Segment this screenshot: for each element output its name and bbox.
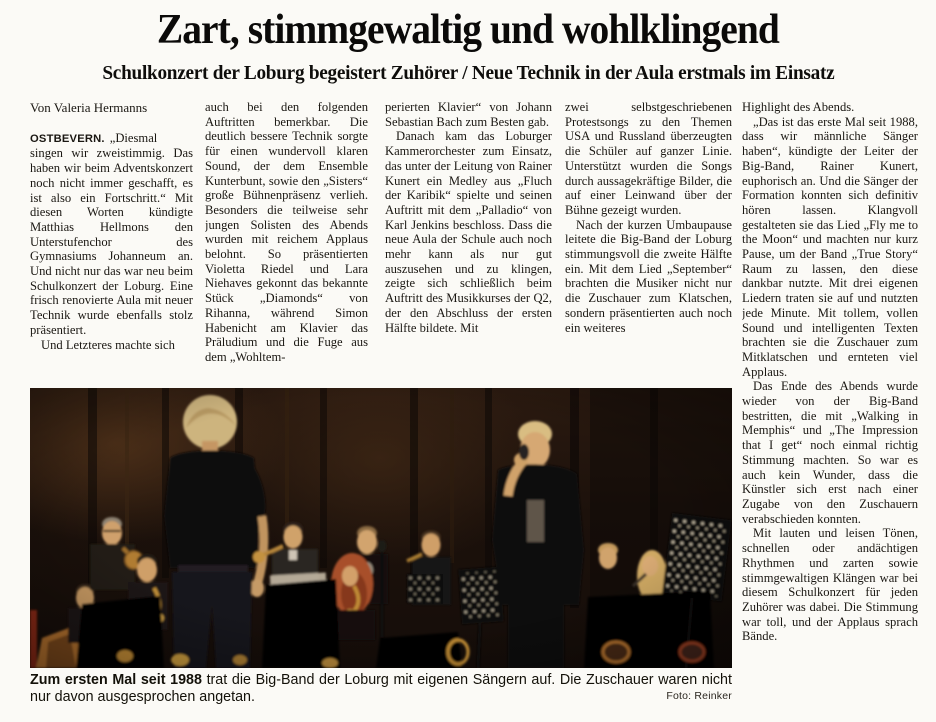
paragraph: Highlight des Abends. (742, 100, 855, 114)
article-column-3 (385, 100, 552, 392)
paragraph: „Das ist das erste Mal seit 1988, dass wir männliche Sänger haben“, kündigte der Leiter der Big-Band, Rainer Kunert, euphorisch an. Und die Sänger der Formation konnten sich definitiv hören lassen. Klangvoll gestalteten sie das Lied „Fly me to the Moon“ und machten nur kurz Pause, um der Band „True Story“ Raum zu lassen, den diese dankbar nutzte. Mit drei eigenen Liedern traten sie auf und nutzten jede Minute. Mit tollem, vollen Sound und intelligenten Texten brachten sie die Zuschauer zum Mitklatschen und ernteten viel Applaus. (742, 114, 918, 379)
byline: Von Valeria Hermanns (30, 100, 148, 115)
caption-lead: Zum ersten Mal seit 1988 (30, 672, 202, 688)
paragraph: auch bei den folgenden Auftritten bemerkbar. Die deutlich bessere Technik sorgte für einen wundervoll klaren Sound, der dem Ensemble Kunterbunt, sowie den „Sisters“ große Bühnenpräsenz verlieh. Besonders die teilweise sehr jungen Solisten des Abends wurden mit reichem Applaus belohnt. So präsentierten Violetta Riedel und Lara Niehaves gekonnt das bekannte Stück „Diamonds“ von Rihanna, während Simon Habenicht am Klavier das Präludium und die Fuge aus dem „Wohltem- (205, 100, 368, 364)
article-column-1 (30, 100, 193, 392)
headline-text: Zart, stimmgewaltig und wohlklingend (156, 7, 780, 53)
photo-caption (30, 672, 732, 708)
article-column-2 (205, 100, 368, 392)
concert-photo-illustration (30, 388, 732, 668)
paragraph: Danach kam das Loburger Kammerorchester zum Einsatz, das unter der Leitung von Rainer Kunert ein Medley aus „Fluch der Karibik“ spielte und seinen Auftritt mit dem „Palladio“ von Karl Jenkins beschloss. Dass die neue Aula der Schule auch noch mehr kann als nur gut auszusehen und zu klingen, zeigte sich schließlich beim Auftritt des Musikkurses der Q2, der den Abschluss der ersten Hälfte bildete. Mit (385, 129, 552, 335)
subheadline (0, 61, 936, 86)
subheadline-text: Schulkonzert der Loburg begeistert Zuhörer / Neue Technik in der Aula erstmals im Einsatz (102, 62, 834, 84)
article-column-4 (565, 100, 732, 392)
photo-credit: Foto: Reinker (666, 690, 732, 703)
paragraph: Und Letzteres machte sich (41, 337, 175, 352)
headline (0, 6, 936, 54)
paragraph: zwei selbstgeschriebenen Protestsongs zu den Themen USA und Russland überzeugten die Schüler auf ganzer Linie. Unterstützt wurden die Songs durch aussagekräftige Bilder, die auf einer Leinwand über der Bühne gezeigt wurden. (565, 100, 732, 217)
article-photo (30, 388, 732, 668)
dateline: OSTBEVERN. (30, 132, 105, 145)
caption-text: trat die Big-Band der Loburg mit eigenen Sängern auf. Die Zuschauer waren nicht nur davon ausgesprochen angetan. (30, 672, 732, 705)
paragraph: perierten Klavier“ von Johann Sebastian Bach zum Besten gab. (385, 100, 552, 129)
paragraph: Nach der kurzen Umbaupause leitete die Big-Band der Loburg stimmungsvoll die zweite Hälfte ein. Mit dem Lied „September“ brachten die Musiker nicht nur die Zuschauer zum Klatschen, sondern präsentierten auch noch ein weiteres (565, 217, 732, 335)
paragraph: Mit lauten und leisen Tönen, schnellen oder andächtigen Rhythmen und zarten sowie stimmgewaltigen Klängen war bei diesem Schulkonzert für jeden Zuhörer was dabei. Die Stimmung war toll, und der Applaus sprach Bände. (742, 526, 918, 644)
article-column-5 (742, 100, 918, 714)
paragraph: Das Ende des Abends wurde wieder von der Big-Band bestritten, die mit „Walking in Memphis“ und „The Impression that I get“ noch einmal richtig Stimmung machten. So war es auch kein Wunder, dass die Künstler sich erst nach einer Zugabe von den Zuschauern verabschieden konnten. (742, 379, 918, 526)
paragraph: OSTBEVERN. „Diesmal singen wir zweistimmig. Das haben wir beim Adventskonzert noch nicht immer geschafft, es ist also ein Fortschritt.“ Mit diesen Worten kündigte Matthias Hellmons den Unterstufenchor des Gymnasiums Johanneum an. Und nicht nur das war neu beim Schulkonzert der Loburg. Eine frisch renovierte Aula mit neuer Technik wurde ebenfalls stolz präsentiert. (30, 130, 193, 337)
